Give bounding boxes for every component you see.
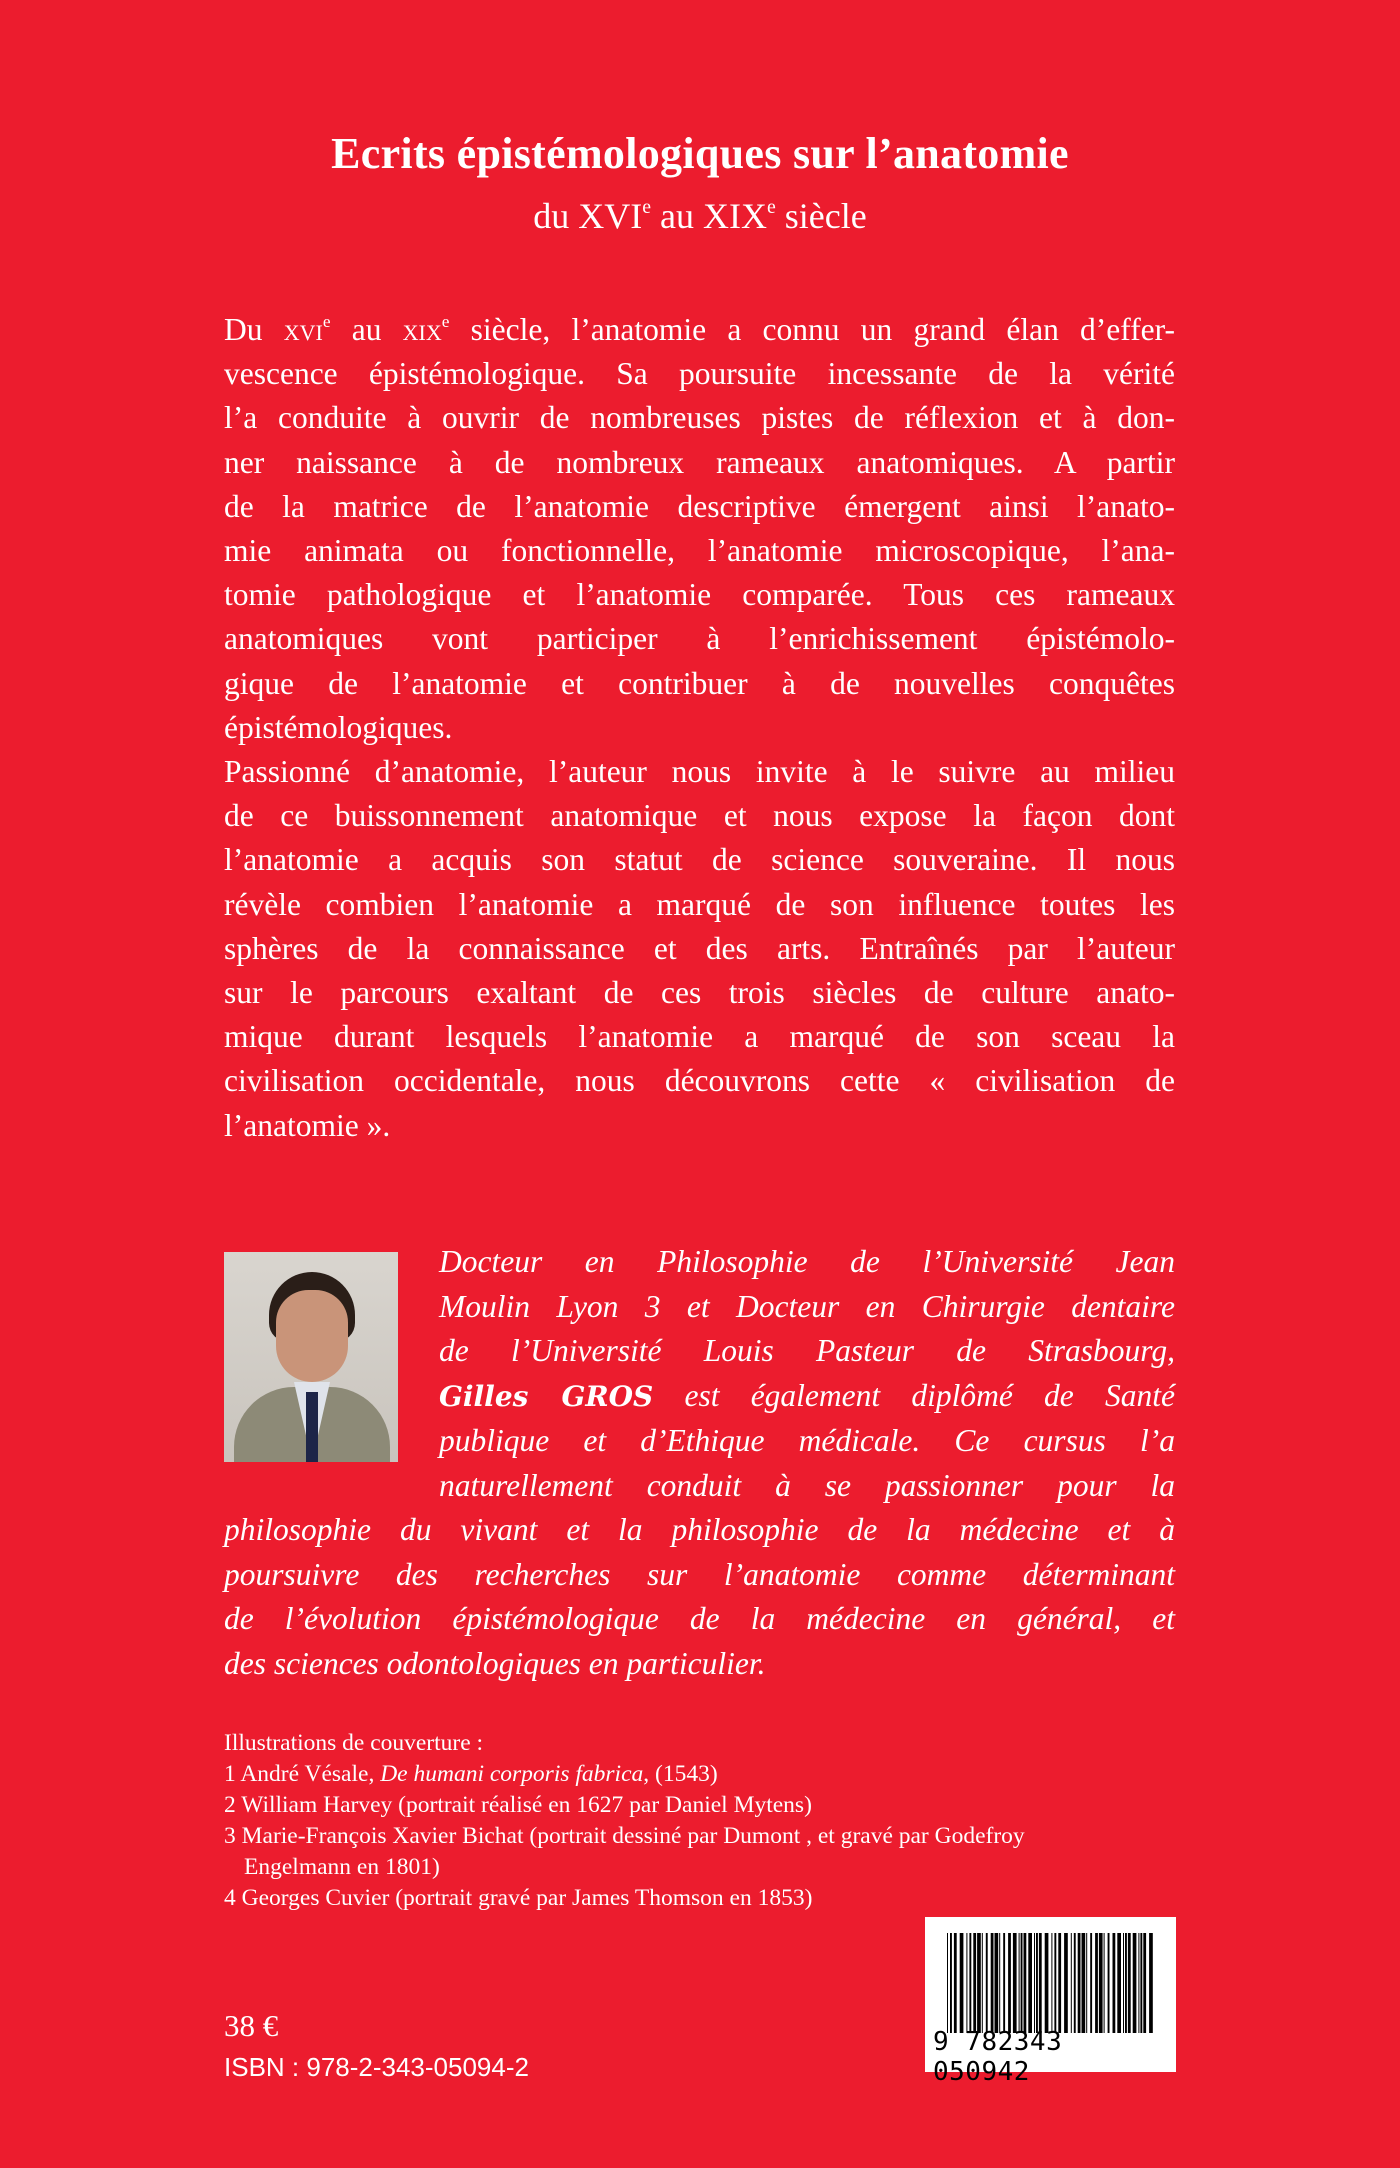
barcode-bar xyxy=(973,1933,976,2033)
summary-line: civilisation occidentale, nous découvrons cette « civilisation de xyxy=(224,1063,1175,1099)
barcode xyxy=(925,1917,1176,2087)
credit-item: 3 Marie-François Xavier Bichat (portrait dessiné par Dumont , et gravé par Godefroy xyxy=(224,1823,1025,1849)
summary-line: mie animata ou fonctionnelle, l’anatomie microscopique, l’ana- xyxy=(224,533,1175,569)
superscript: e xyxy=(767,196,776,219)
barcode-bar xyxy=(960,1933,964,2033)
barcode-bar xyxy=(1113,1933,1116,2033)
barcode-bar xyxy=(1123,1933,1124,2033)
credit-item: 2 William Harvey (portrait réalisé en 1627 par Daniel Mytens) xyxy=(224,1792,812,1818)
barcode-bar xyxy=(1013,1933,1017,2033)
text: 1 André Vésale, xyxy=(224,1761,381,1787)
barcode-bar xyxy=(1086,1933,1087,2033)
barcode-bar xyxy=(1039,1933,1042,2033)
barcode-bar xyxy=(1008,1933,1011,2033)
barcode-bar xyxy=(1090,1933,1092,2033)
barcode-bar xyxy=(1125,1933,1127,2033)
barcode-bar xyxy=(1021,1933,1023,2033)
bio-line xyxy=(439,1374,1175,1420)
subtitle-text: siècle xyxy=(775,196,867,236)
price: 38 € xyxy=(224,2008,279,2043)
barcode-bar xyxy=(1064,1933,1068,2033)
text: Du xyxy=(224,312,284,347)
cover-credits xyxy=(224,1728,1025,1914)
barcode-bar xyxy=(1045,1933,1049,2033)
summary-line: de la matrice de l’anatomie descriptive émergent ainsi l’anato- xyxy=(224,488,1175,524)
barcode-bar xyxy=(1104,1933,1105,2033)
bio-line: Moulin Lyon 3 et Docteur en Chirurgie dentaire xyxy=(439,1288,1175,1324)
barcode-bar xyxy=(991,1933,994,2033)
summary-line: révèle combien l’anatomie a marqué de son influence toutes les xyxy=(224,886,1175,922)
barcode-bar xyxy=(982,1933,983,2033)
barcode-bar xyxy=(1024,1933,1027,2033)
book-subtitle xyxy=(0,195,1400,237)
credit-item: 4 Georges Cuvier (portrait gravé par James Thomson en 1853) xyxy=(224,1885,813,1911)
text: au xyxy=(330,312,403,347)
barcode-bar xyxy=(986,1933,988,2033)
bio-line: philosophie du vivant et la philosophie de la médecine et à xyxy=(224,1512,1175,1547)
barcode-bar xyxy=(977,1933,981,2033)
barcode-bar xyxy=(1095,1933,1098,2033)
work-title: De humani corporis fabrica xyxy=(380,1761,644,1787)
bio-line: publique et d’Ethique médicale. Ce cursus l’a xyxy=(439,1423,1175,1458)
text: siècle, l’anatomie a connu un grand élan d’effer- xyxy=(449,312,1176,347)
summary-line xyxy=(224,308,1175,352)
barcode-bars xyxy=(947,1933,1155,2033)
barcode-bar xyxy=(969,1933,971,2033)
summary-line: épistémologiques. xyxy=(224,709,453,745)
barcode-bar xyxy=(1108,1933,1110,2033)
author-name: Gilles GROS xyxy=(439,1379,654,1413)
barcode-bar xyxy=(1019,1933,1020,2033)
bio-line: de l’Université Louis Pasteur de Strasbourg, xyxy=(439,1333,1175,1368)
bio-line: poursuivre des recherches sur l’anatomie comme déterminant xyxy=(224,1556,1175,1592)
barcode-bar xyxy=(1128,1933,1131,2033)
barcode-bar xyxy=(999,1933,1000,2033)
summary-line: l’a conduite à ouvrir de nombreuses pistes de réflexion et à don- xyxy=(224,400,1175,436)
barcode-bar xyxy=(1099,1933,1103,2033)
barcode-bar xyxy=(1078,1933,1081,2033)
superscript: e xyxy=(642,196,652,219)
barcode-bar xyxy=(1074,1933,1076,2033)
bio-line: Docteur en Philosophie de l’Université Jean xyxy=(439,1244,1175,1279)
bio-line: naturellement conduit à se passionner pour la xyxy=(439,1467,1175,1503)
credit-item xyxy=(224,1759,1025,1790)
text: , (1543) xyxy=(643,1761,718,1787)
summary-line: sphères de la connaissance et des arts. Entraînés par l’auteur xyxy=(224,930,1175,966)
summary-line: ner naissance à de nombreux rameaux anatomiques. A partir xyxy=(224,444,1175,480)
barcode-bar xyxy=(950,1933,952,2033)
barcode-bar xyxy=(1140,1933,1142,2033)
barcode-bar xyxy=(947,1933,948,2033)
summary-line: sur le parcours exaltant de ces trois siècles de culture anato- xyxy=(224,975,1175,1011)
century: xvi xyxy=(283,312,323,347)
summary-line: tomie pathologique et l’anatomie comparée. Tous ces rameaux xyxy=(224,577,1175,613)
bio-line: des sciences odontologiques en particulier. xyxy=(224,1645,766,1681)
summary-line: l’anatomie a acquis son statut de science souveraine. Il nous xyxy=(224,842,1175,878)
text: est également diplômé de Santé xyxy=(653,1377,1175,1413)
barcode-bar xyxy=(1133,1933,1137,2033)
credits-heading: Illustrations de couverture : xyxy=(224,1730,484,1756)
summary-line: mique durant lesquels l’anatomie a marqué de son sceau la xyxy=(224,1019,1175,1055)
summary-line: de ce buissonnement anatomique et nous expose la façon dont xyxy=(224,798,1175,834)
bio-line: de l’évolution épistémologique de la médecine en général, et xyxy=(224,1601,1175,1636)
summary-line: Passionné d’anatomie, l’auteur nous invite à le suivre au milieu xyxy=(224,754,1175,790)
credit-item-continued: Engelmann en 1801) xyxy=(244,1854,440,1880)
summary-line: anatomiques vont participer à l’enrichissement épistémolo- xyxy=(224,621,1175,657)
summary-line: vescence épistémologique. Sa poursuite incessante de la vérité xyxy=(224,356,1175,392)
barcode-bar xyxy=(1058,1933,1061,2033)
book-title: Ecrits épistémologiques sur l’anatomie xyxy=(331,129,1069,178)
summary-line: l’anatomie ». xyxy=(224,1107,391,1143)
barcode-bar xyxy=(954,1933,957,2033)
barcode-bar xyxy=(1036,1933,1038,2033)
barcode-bar xyxy=(1054,1933,1056,2033)
barcode-digits: 9 782343 050942 xyxy=(933,2027,1063,2087)
barcode-bar xyxy=(1034,1933,1035,2033)
barcode-bar xyxy=(1149,1933,1153,2033)
barcode-bar xyxy=(1143,1933,1146,2033)
barcode-bar xyxy=(1051,1933,1052,2033)
summary-text xyxy=(224,308,1175,1148)
barcode-bar xyxy=(1071,1933,1072,2033)
barcode-bar xyxy=(966,1933,967,2033)
barcode-bar xyxy=(1117,1933,1121,2033)
barcode-bar xyxy=(1028,1933,1032,2033)
summary-line: gique de l’anatomie et contribuer à de nouvelles conquêtes xyxy=(224,665,1175,701)
subtitle-text: au XIX xyxy=(651,196,767,236)
author-bio xyxy=(224,1240,1175,1686)
superscript: e xyxy=(441,312,450,332)
isbn: ISBN : 978-2-343-05094-2 xyxy=(224,2052,529,2082)
barcode-bar xyxy=(1138,1933,1139,2033)
barcode-bar xyxy=(995,1933,999,2033)
barcode-bar xyxy=(1082,1933,1086,2033)
barcode-bar xyxy=(1003,1933,1005,2033)
century: xix xyxy=(402,312,442,347)
superscript: e xyxy=(322,312,331,332)
subtitle-text: du XVI xyxy=(533,196,643,236)
